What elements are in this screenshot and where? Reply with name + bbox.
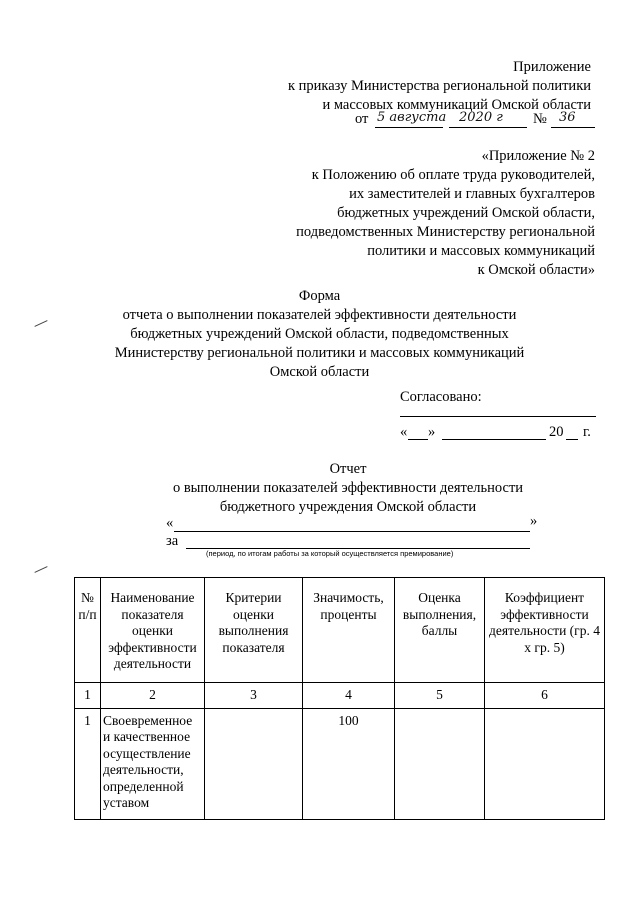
appendix2-line: политики и массовых коммуникаций <box>367 243 595 259</box>
header-num: № п/п <box>75 578 101 683</box>
order-number-underline <box>551 127 595 128</box>
row-weight: 100 <box>303 708 395 819</box>
appendix2-line: «Приложение № 2 <box>481 148 595 164</box>
order-year-underline <box>449 127 527 128</box>
column-number: 1 <box>75 683 101 709</box>
form-title-line: бюджетных учреждений Омской области, подведомственных <box>130 326 509 342</box>
header-score: Оценка выполнения, баллы <box>395 578 485 683</box>
row-coefficient <box>485 708 605 819</box>
column-number: 2 <box>101 683 205 709</box>
row-indicator: Своевременное и качественное осуществление деятельности, определенной уставом <box>101 708 205 819</box>
appendix2-block <box>296 147 595 280</box>
column-number: 6 <box>485 683 605 709</box>
for-label: за <box>166 533 179 549</box>
appendix2-line: бюджетных учреждений Омской области, <box>337 205 595 221</box>
date-open-quote: « <box>400 424 408 440</box>
year-prefix: 20 <box>549 424 564 440</box>
appendix-header <box>288 58 591 115</box>
date-close-quote: » <box>428 424 436 440</box>
order-year-handwritten: 2020 г <box>459 110 503 125</box>
header-indicator: Наименование показателя оценки эффективности деятельности <box>101 578 205 683</box>
period-line <box>166 532 540 562</box>
signature-line <box>400 416 596 417</box>
order-number-handwritten: 36 <box>559 110 576 125</box>
header-weight: Значимость, проценты <box>303 578 395 683</box>
report-title-line: Отчет <box>329 461 367 477</box>
appendix2-line: к Положению об оплате труда руководителей, <box>311 167 595 183</box>
column-number: 4 <box>303 683 395 709</box>
form-title-line: Форма <box>298 288 341 304</box>
report-table <box>74 577 605 820</box>
form-title-line: Омской области <box>269 364 370 380</box>
order-prefix: от <box>355 111 369 127</box>
table-number-row <box>75 683 605 709</box>
report-title-line: о выполнении показателей эффективности деятельности <box>172 480 524 496</box>
day-underline <box>408 439 428 440</box>
appendix2-line: к Омской области» <box>477 262 595 278</box>
report-title-line: бюджетного учреждения Омской области <box>219 499 477 515</box>
row-score <box>395 708 485 819</box>
year-underline <box>566 439 578 440</box>
margin-mark <box>34 566 47 573</box>
row-criteria <box>205 708 303 819</box>
table-row <box>75 708 605 819</box>
order-date-underline <box>375 127 443 128</box>
appendix-line: к приказу Министерства региональной политики <box>287 78 591 94</box>
year-suffix: г. <box>583 424 591 440</box>
quote-close: » <box>530 513 538 529</box>
form-title <box>0 287 639 382</box>
appendix2-line: подведомственных Министерству региональной <box>296 224 595 240</box>
column-number: 5 <box>395 683 485 709</box>
appendix-line: и массовых коммуникаций Омской области <box>322 97 591 113</box>
table-header-row <box>75 578 605 683</box>
quote-open: « <box>166 515 174 531</box>
order-number-label: № <box>533 111 547 127</box>
agreed-label: Согласовано: <box>400 389 482 405</box>
period-note: (период, по итогам работы за который осуществляется премирование) <box>206 549 454 558</box>
header-criteria: Критерии оценки выполнения показателя <box>205 578 303 683</box>
agreed-block <box>400 388 600 448</box>
appendix-line: Приложение <box>513 59 591 75</box>
appendix2-line: их заместителей и главных бухгалтеров <box>349 186 595 202</box>
form-title-line: Министерству региональной политики и массовых коммуникаций <box>114 345 525 361</box>
row-number: 1 <box>75 708 101 819</box>
month-underline <box>442 439 546 440</box>
order-date-handwritten: 5 августа <box>377 110 447 125</box>
report-title <box>0 460 639 517</box>
form-title-line: отчета о выполнении показателей эффективности деятельности <box>122 307 517 323</box>
order-line <box>355 110 595 130</box>
column-number: 3 <box>205 683 303 709</box>
header-coefficient: Коэффициент эффективности деятельности (гр. 4 х гр. 5) <box>485 578 605 683</box>
